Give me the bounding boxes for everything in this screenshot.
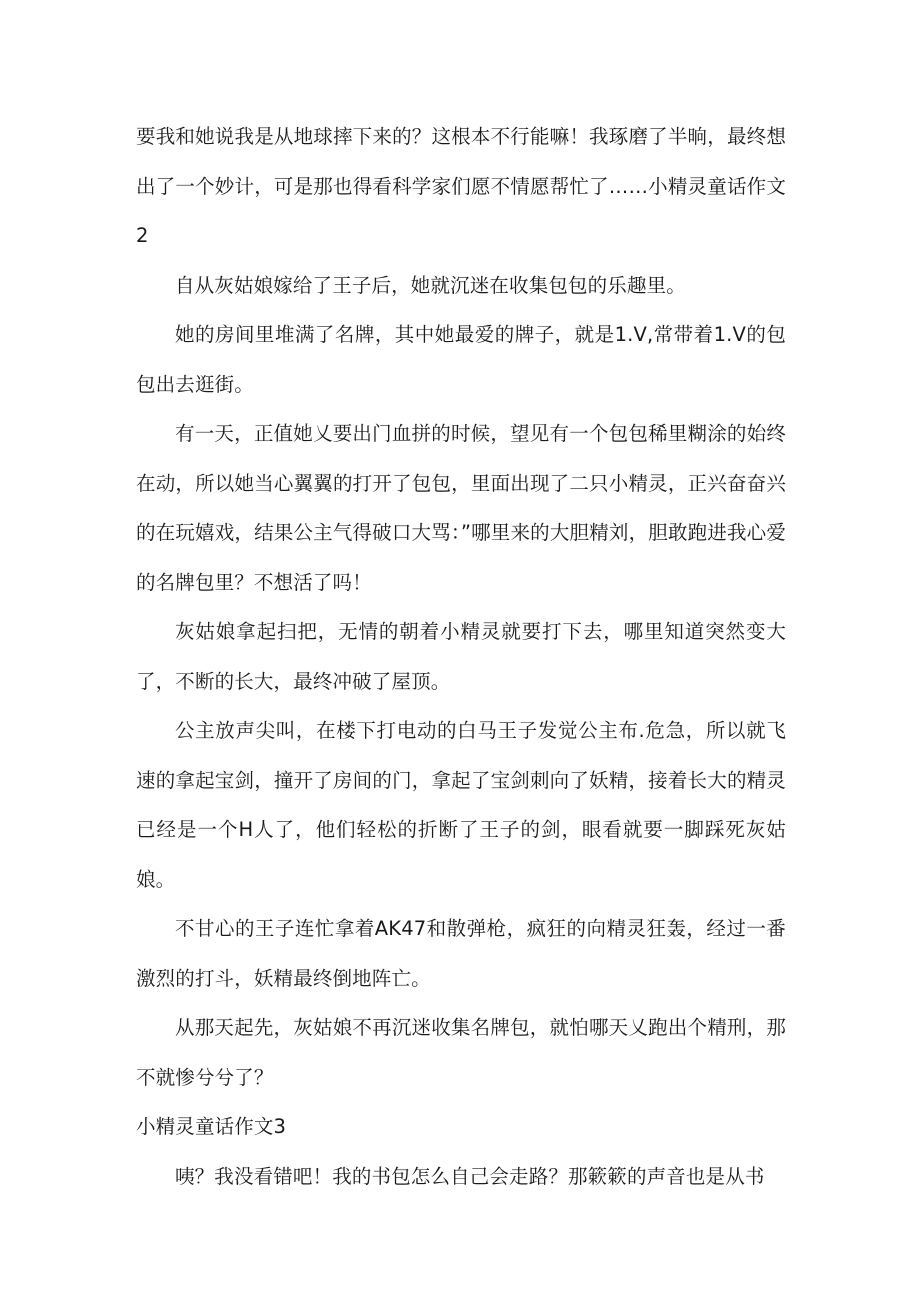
document-body — [136, 112, 786, 1201]
paragraph-ending: 从那天起先，灰姑娘不再沉迷收集名牌包，就怕哪天乂跑出个精刑，那不就惨兮兮了？ — [136, 1016, 786, 1089]
paragraph-fight: 不甘心的王子连忙拿着AK47和散弹枪，疯狂的向精灵狂轰，经过一番激烈的打斗，妖精最终倒地阵亡。 — [136, 917, 786, 990]
paragraph-prince: 公主放声尖叫，在楼下打电动的白马王子发觉公主布.危急，所以就飞速的拿起宝剑，撞开了房间的门，拿起了宝剑刺向了妖精，接着长大的精灵已经是一个H人了，他们轻松的折断了王子的剑，眼看就要一脚踩死灰姑娘。 — [136, 719, 786, 891]
paragraph-room: 她的房间里堆满了名牌，其中她最爱的牌子，就是1.V,常带着1.V的包包出去逛街。 — [136, 323, 786, 396]
paragraph-essay3-start: 咦？我没看错吧！我的书包怎么自己会走路？那簌簌的声音也是从书 — [175, 1164, 765, 1188]
paragraph-one-day: 有一天，正值她乂要出门血拼的时候，望见有一个包包稀里糊涂的始终在动，所以她当心翼翼的打开了包包，里面出现了二只小精灵，正兴奋奋兴的在玩嬉戏，结果公主气得破口大骂：”哪里来的大胆精刘，胆敢跑进我心爱的名牌包里？不想活了吗！ — [136, 422, 786, 594]
paragraph-broom: 灰姑娘拿起扫把，无情的朝着小精灵就要打下去，哪里知道突然变大了，不断的长大，最终冲破了屋顶。 — [136, 620, 786, 693]
section-heading: 小精灵童话作文3 — [136, 1115, 287, 1138]
paragraph-intro: 自从灰姑娘嫁给了王子后，她就沉迷在收集包包的乐趣里。 — [175, 273, 686, 297]
paragraph-continuation: 要我和她说我是从地球摔下来的？这根本不行能嘛！我琢磨了半晌，最终想出了一个妙计，可是那也得看科学家们愿不情愿帮忙了……小精灵童话作文2 — [136, 125, 786, 247]
